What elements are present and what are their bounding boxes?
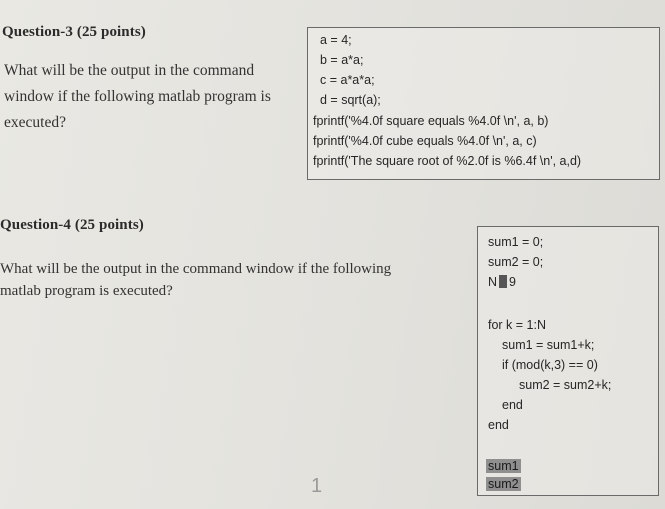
question-4-line: What will be the output in the command window if the following — [0, 261, 392, 277]
text-cursor — [499, 275, 507, 288]
question-4-code-box — [477, 226, 659, 496]
code-line: if (mod(k,3) == 0) — [502, 358, 598, 372]
code-line: end — [488, 418, 509, 432]
code-line: b = a*a; — [320, 53, 364, 67]
code-line: end — [502, 398, 523, 412]
code-line: sum2 = 0; — [488, 255, 544, 269]
question-4-text — [0, 258, 450, 302]
question-3-line: window if the following matlab program is — [4, 88, 271, 105]
code-line: for k = 1:N — [488, 318, 547, 332]
page-number: 1 — [311, 475, 323, 497]
question-3-text — [4, 58, 296, 136]
code-token: N — [488, 275, 498, 289]
question-3-line: What will be the output in the command — [4, 62, 255, 79]
code-token: 9 — [509, 275, 516, 289]
code-line-highlighted: sum2 — [488, 477, 519, 491]
question-3-title: Question-3 (25 points) — [2, 24, 146, 40]
code-line: sum1 = sum1+k; — [502, 338, 595, 352]
code-line: fprintf('%4.0f cube equals %4.0f \n', a, c) — [313, 134, 537, 148]
code-line: sum1 = 0; — [488, 235, 544, 249]
code-line: a = 4; — [320, 33, 352, 47]
code-line-highlighted: sum1 — [488, 459, 519, 473]
question-3-code-box — [307, 27, 660, 180]
question-3-line: executed? — [4, 114, 66, 131]
code-line: sum2 = sum2+k; — [519, 378, 612, 392]
code-line: c = a*a*a; — [320, 73, 375, 87]
code-line: d = sqrt(a); — [320, 93, 381, 107]
question-4-title: Question-4 (25 points) — [0, 217, 144, 233]
question-4-line: matlab program is executed? — [0, 283, 173, 299]
code-line: fprintf('%4.0f square equals %4.0f \n', a, b) — [313, 114, 549, 128]
code-line: fprintf('The square root of %2.0f is %6.4f \n', a,d) — [313, 154, 582, 168]
code-line — [488, 275, 516, 289]
